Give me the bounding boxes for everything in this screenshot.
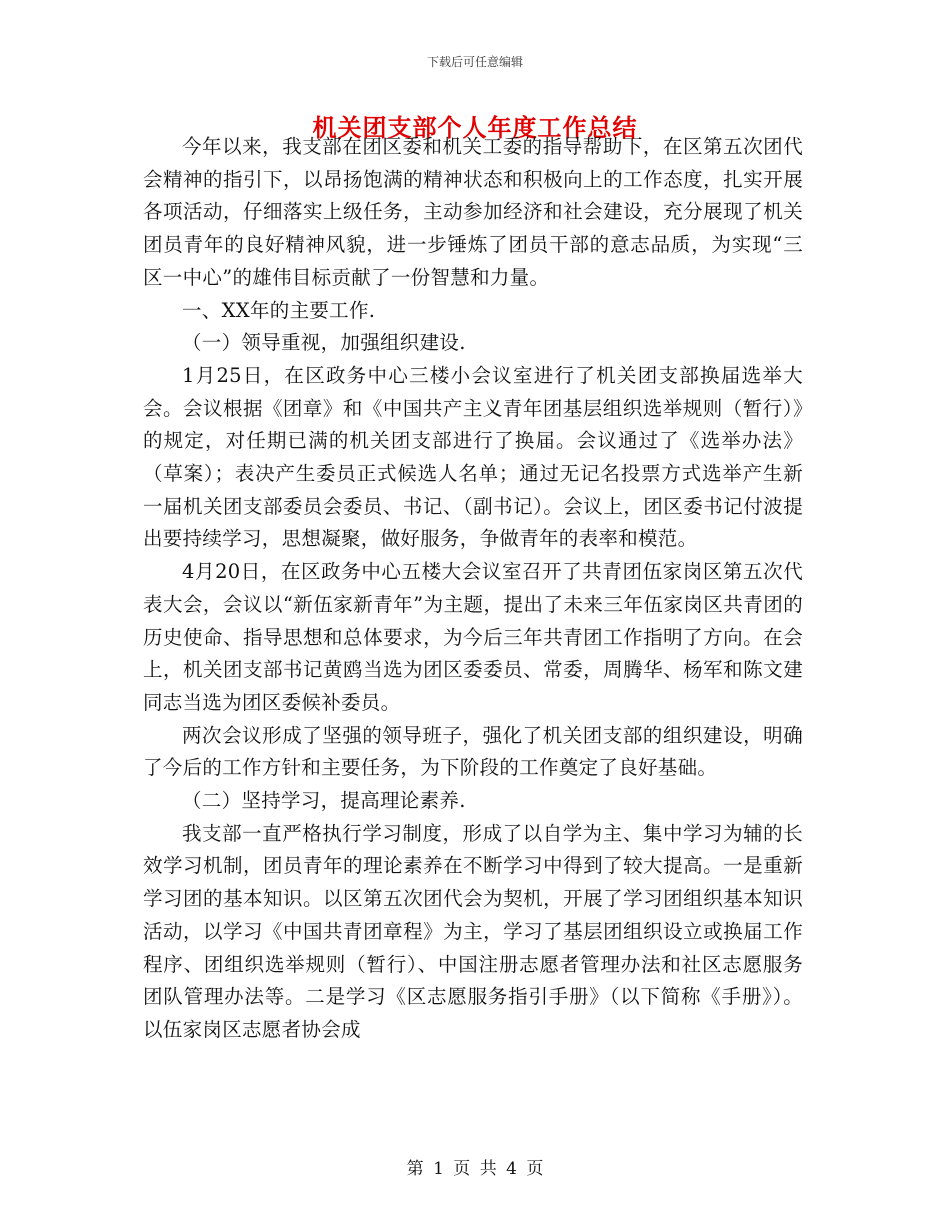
header-note: 下载后可任意编辑 — [426, 55, 523, 69]
heading-subsection-2: （二）坚持学习，提高理论素养. — [182, 789, 466, 813]
heading-subsection-1: （一）领导重视，加强组织建设. — [182, 331, 466, 355]
document-title: 机关团支部个人年度工作总结 — [312, 114, 638, 142]
paragraph-summary: 两次会议形成了坚强的领导班子，强化了机关团支部的组织建设，明确了今后的工作方针和主要任务，为下阶段的工作奠定了良好基础。 — [143, 723, 803, 780]
heading-section-1: 一、XX年的主要工作. — [182, 298, 376, 322]
paragraph-intro: 今年以来，我支部在团区委和机关工委的指导帮助下，在区第五次团代会精神的指引下，以昂扬饱满的精神状态和积极向上的工作态度，扎实开展各项活动，仔细落实上级任务，主动参加经济和社会建设，充分展现了机关团员青年的良好精神风貌，进一步锤炼了团员干部的意志品质，为实现“三区一中心”的雄伟目标贡献了一份智慧和力量。 — [143, 135, 803, 289]
paragraph-congress: 4月20日，在区政务中心五楼大会议室召开了共青团伍家岗区第五次代表大会，会议以“新伍家新青年”为主题，提出了未来三年伍家岗区共青团的历史使命、指导思想和总体要求，为今后三年共青团工作指明了方向。在会上，机关团支部书记黄鸥当选为团区委委员、常委，周腾华、杨军和陈文建同志当选为团区委候补委员。 — [143, 560, 803, 714]
document-body — [143, 131, 803, 1047]
paragraph-election-meeting: 1月25日，在区政务中心三楼小会议室进行了机关团支部换届选举大会。会议根据《团章》和《中国共产主义青年团基层组织选举规则（暂行）》的规定，对任期已满的机关团支部进行了换届。会议通过了《选举办法》（草案）；表决产生委员正式候选人名单；通过无记名投票方式选举产生新一届机关团支部委员会委员、书记、（副书记）。会议上，团区委书记付波提出要持续学习，思想凝聚，做好服务，争做青年的表率和模范。 — [143, 363, 803, 551]
page-number: 第 1 页 共 4 页 — [406, 1159, 544, 1179]
paragraph-study: 我支部一直严格执行学习制度，形成了以自学为主、集中学习为辅的长效学习机制，团员青年的理论素养在不断学习中得到了较大提高。一是重新学习团的基本知识。以区第五次团代会为契机，开展了学习团组织基本知识活动，以学习《中国共青团章程》为主，学习了基层团组织设立或换届工作程序、团组织选举规则（暂行）、中国注册志愿者管理办法和社区志愿服务团队管理办法等。二是学习《区志愿服务指引手册》（以下简称《手册》）。以伍家岗区志愿者协会成 — [143, 821, 803, 1041]
